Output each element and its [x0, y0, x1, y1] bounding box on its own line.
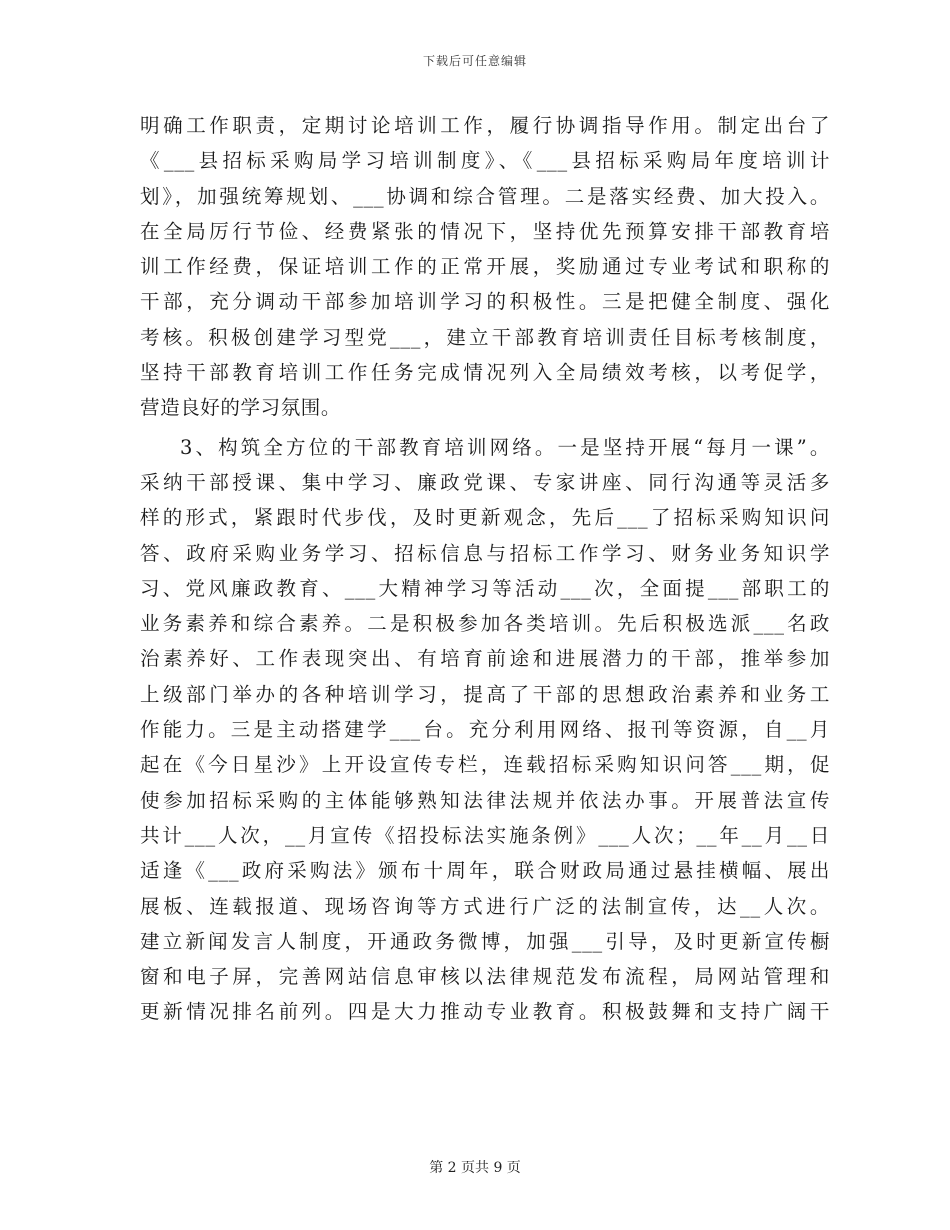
- paragraph-2: [140, 430, 830, 1030]
- text-line: 营造良好的学习氛围。: [140, 396, 342, 420]
- text-line: 窗和电子屏，完善网站信息审核以法律规范发布流程，局网站管理和: [140, 965, 830, 989]
- text-line: 更新情况排名前列。四是大力推动专业教育。积极鼓舞和支持广阔干: [140, 1000, 830, 1024]
- text-line: 3、构筑全方位的干部教育培训网络。一是坚持开展“每月一课”。: [180, 435, 830, 459]
- paragraph-1: [140, 108, 830, 426]
- page-footer: 第 2 页共 9 页: [429, 1160, 521, 1176]
- text-line: 作能力。三是主动搭建学___台。充分利用网络、报刊等资源，自__月: [140, 718, 830, 742]
- text-line: 使参加招标采购的主体能够熟知法律法规并依法办事。开展普法宣传: [140, 788, 830, 812]
- text-line: 《___县招标采购局学习培训制度》、《___县招标采购局年度培训计: [140, 149, 830, 173]
- text-line: 业务素养和综合素养。二是积极参加各类培训。先后积极选派___名政: [140, 612, 830, 636]
- text-line: 坚持干部教育培训工作任务完成情况列入全局绩效考核，以考促学，: [140, 361, 830, 385]
- text-line: 样的形式，紧跟时代步伐，及时更新观念，先后___了招标采购知识问: [140, 506, 830, 530]
- text-line: 答、政府采购业务学习、招标信息与招标工作学习、财务业务知识学: [140, 541, 830, 565]
- text-line: 治素养好、工作表现突出、有培育前途和进展潜力的干部，推举参加: [140, 647, 830, 671]
- text-line: 上级部门举办的各种培训学习，提高了干部的思想政治素养和业务工: [140, 682, 830, 706]
- text-line: 建立新闻发言人制度，开通政务微博，加强___引导，及时更新宣传橱: [140, 929, 830, 953]
- text-line: 干部，充分调动干部参加培训学习的积极性。三是把健全制度、强化: [140, 290, 830, 314]
- text-line: 展板、连载报道、现场咨询等方式进行广泛的法制宣传，达__人次。: [140, 894, 830, 918]
- text-line: 共计___人次，__月宣传《招投标法实施条例》___人次；__年__月__日: [140, 823, 830, 847]
- text-line: 划》，加强统筹规划、___协调和综合管理。二是落实经费、加大投入。: [140, 184, 830, 208]
- text-line: 采纳干部授课、集中学习、廉政党课、专家讲座、同行沟通等灵活多: [140, 470, 830, 494]
- text-line: 明确工作职责，定期讨论培训工作，履行协调指导作用。制定出台了: [140, 114, 830, 137]
- text-line: 起在《今日星沙》上开设宣传专栏，连载招标采购知识问答___期，促: [140, 753, 830, 777]
- text-line: 训工作经费，保证培训工作的正常开展，奖励通过专业考试和职称的: [140, 255, 830, 279]
- page-header: 下载后可任意编辑: [422, 54, 527, 68]
- text-line: 习、党风廉政教育、___大精神学习等活动___次，全面提___部职工的: [140, 576, 830, 600]
- text-line: 在全局厉行节俭、经费紧张的情况下，坚持优先预算安排干部教育培: [140, 219, 830, 243]
- text-line: 适逢《___政府采购法》颁布十周年，联合财政局通过悬挂横幅、展出: [140, 859, 830, 883]
- document-body: [140, 108, 830, 1030]
- text-line: 考核。积极创建学习型党___，建立干部教育培训责任目标考核制度，: [140, 325, 830, 349]
